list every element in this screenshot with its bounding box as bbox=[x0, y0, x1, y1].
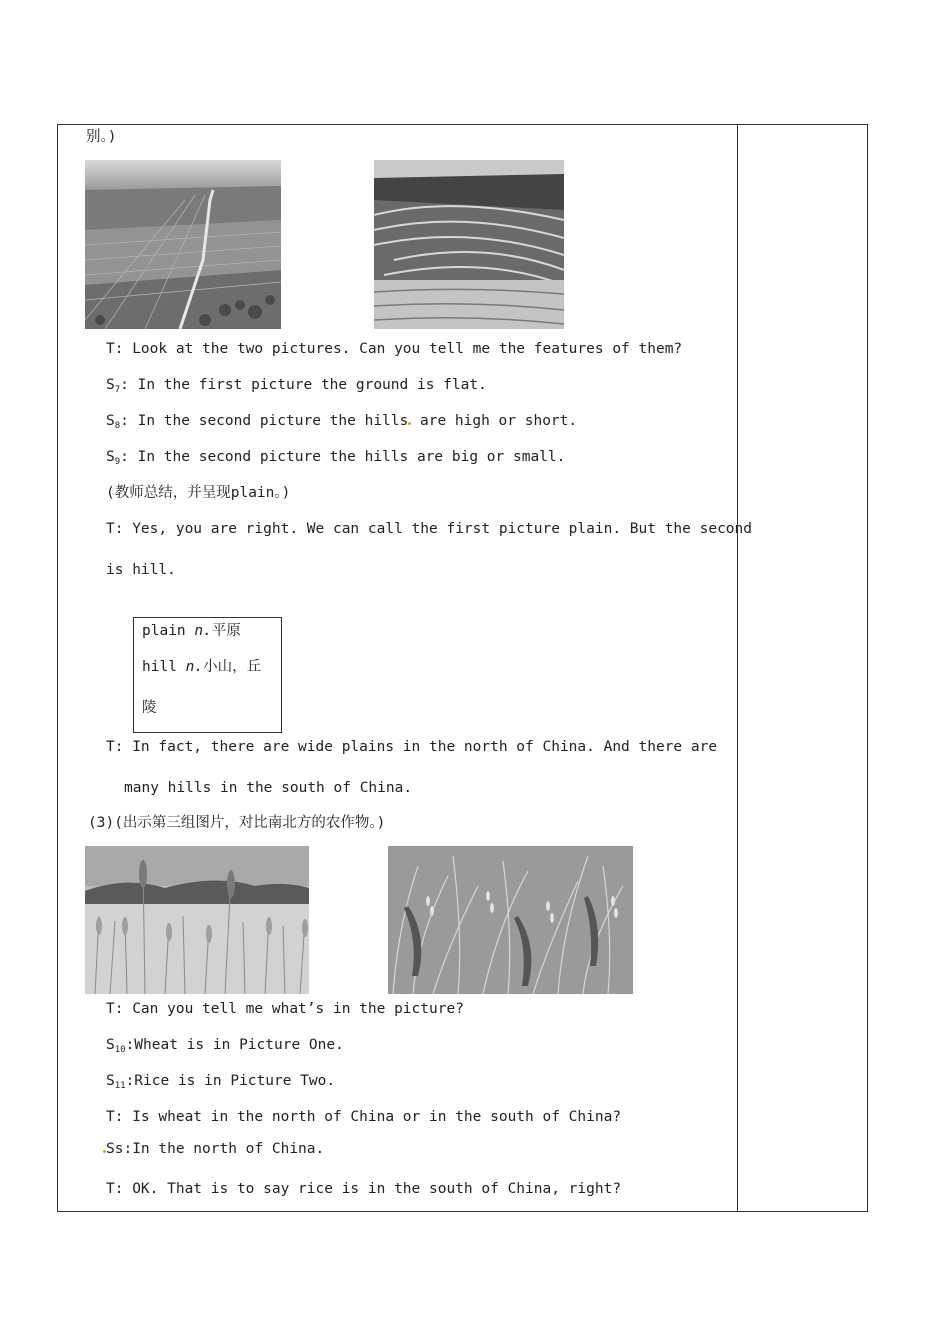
vocab-hill-word: hill bbox=[142, 659, 186, 675]
speaker-label: S bbox=[106, 449, 115, 465]
speaker-label: S bbox=[106, 1037, 115, 1053]
teacher-line-1: T: Look at the two pictures. Can you tell me the features of them? bbox=[106, 341, 683, 357]
speaker-subscript: 7 bbox=[114, 385, 121, 395]
speaker-label: S bbox=[106, 413, 115, 429]
student-11-text: :Rice is in Picture Two. bbox=[125, 1073, 336, 1089]
student-10-text: :Wheat is in Picture One. bbox=[125, 1037, 344, 1053]
speaker-label: S bbox=[106, 377, 115, 393]
speaker-label: S bbox=[106, 1073, 115, 1089]
wheat-photo bbox=[85, 846, 309, 994]
student-8-text-end: are high or short. bbox=[411, 413, 578, 429]
student-8-line bbox=[106, 414, 577, 431]
vocab-plain-word: plain bbox=[142, 623, 195, 639]
student-8-text: : In the second picture the hills bbox=[120, 413, 409, 429]
hills-photo bbox=[374, 160, 564, 329]
vocab-hill-meaning: 小山，丘 bbox=[203, 659, 262, 675]
teacher-line-3-cont: many hills in the south of China. bbox=[124, 780, 413, 796]
teacher-line-2-cont: is hill. bbox=[106, 562, 176, 578]
teacher-line-3: T: In fact, there are wide plains in the north of China. And there are bbox=[106, 739, 718, 755]
student-9-line bbox=[106, 450, 565, 467]
teacher-line-4: T: Can you tell me what’s in the picture? bbox=[106, 1001, 464, 1017]
teacher-line-5: T: Is wheat in the north of China or in the south of China? bbox=[106, 1109, 622, 1125]
teacher-line-6: T: OK. That is to say rice is in the south of China, right? bbox=[106, 1181, 622, 1197]
rice-photo bbox=[388, 846, 633, 994]
teacher-line-2: T: Yes, you are right. We can call the first picture plain. But the second bbox=[106, 521, 753, 537]
speaker-subscript: 11 bbox=[114, 1081, 126, 1091]
vocab-hill bbox=[142, 660, 261, 675]
teacher-note: (教师总结，并呈现plain。) bbox=[106, 485, 291, 501]
section-3-heading: (3)(出示第三组图片，对比南北方的农作物。) bbox=[88, 815, 386, 831]
plain-photo bbox=[85, 160, 281, 329]
student-9-text: : In the second picture the hills are big or small. bbox=[120, 449, 566, 465]
student-10-line bbox=[106, 1038, 344, 1055]
vocab-hill-pos: n. bbox=[185, 659, 204, 675]
students-text: Ss:In the north of China. bbox=[106, 1141, 325, 1157]
vocab-hill-cont: 陵 bbox=[142, 700, 157, 716]
table-column-divider bbox=[737, 124, 738, 1212]
students-line bbox=[103, 1142, 324, 1157]
student-11-line bbox=[106, 1074, 335, 1091]
student-7-line bbox=[106, 378, 487, 395]
student-7-text: : In the first picture the ground is flat. bbox=[120, 377, 487, 393]
speaker-subscript: 10 bbox=[114, 1045, 126, 1055]
vocab-plain-pos: n. bbox=[194, 623, 212, 639]
vocab-plain bbox=[142, 624, 241, 639]
top-fragment: 别。) bbox=[86, 129, 117, 145]
speaker-subscript: 8 bbox=[114, 421, 121, 431]
vocab-plain-meaning: 平原 bbox=[211, 623, 241, 639]
speaker-subscript: 9 bbox=[114, 457, 121, 467]
